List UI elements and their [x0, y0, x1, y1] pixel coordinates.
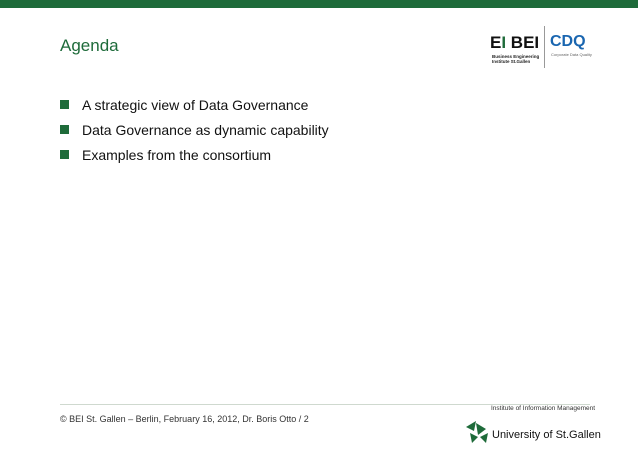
agenda-item-label: Examples from the consortium	[82, 146, 272, 163]
bullet-square-icon	[60, 100, 69, 109]
bullet-square-icon	[60, 150, 69, 159]
institute-name: Institute of Information Management	[491, 405, 596, 412]
agenda-item	[60, 92, 329, 117]
cdq-logo: CDQ Corporate Data Quality	[550, 33, 592, 57]
agenda-item-label: A strategic view of Data Governance	[82, 96, 309, 113]
agenda-list	[60, 92, 329, 167]
university-logo	[466, 405, 601, 449]
top-accent-bar	[0, 0, 638, 8]
university-name: University of St.Gallen	[492, 429, 601, 441]
bei-logo: EI BEI Business Engineering Institute St.Gallen	[490, 33, 540, 64]
footer-text: © BEI St. Gallen – Berlin, February 16, 2012, Dr. Boris Otto / 2	[60, 414, 309, 424]
slide-title: Agenda	[60, 36, 119, 55]
university-emblem-icon	[466, 421, 490, 445]
agenda-item	[60, 142, 329, 167]
bullet-square-icon	[60, 125, 69, 134]
agenda-item	[60, 117, 329, 142]
logo-divider	[544, 26, 545, 68]
agenda-item-label: Data Governance as dynamic capability	[82, 121, 329, 138]
